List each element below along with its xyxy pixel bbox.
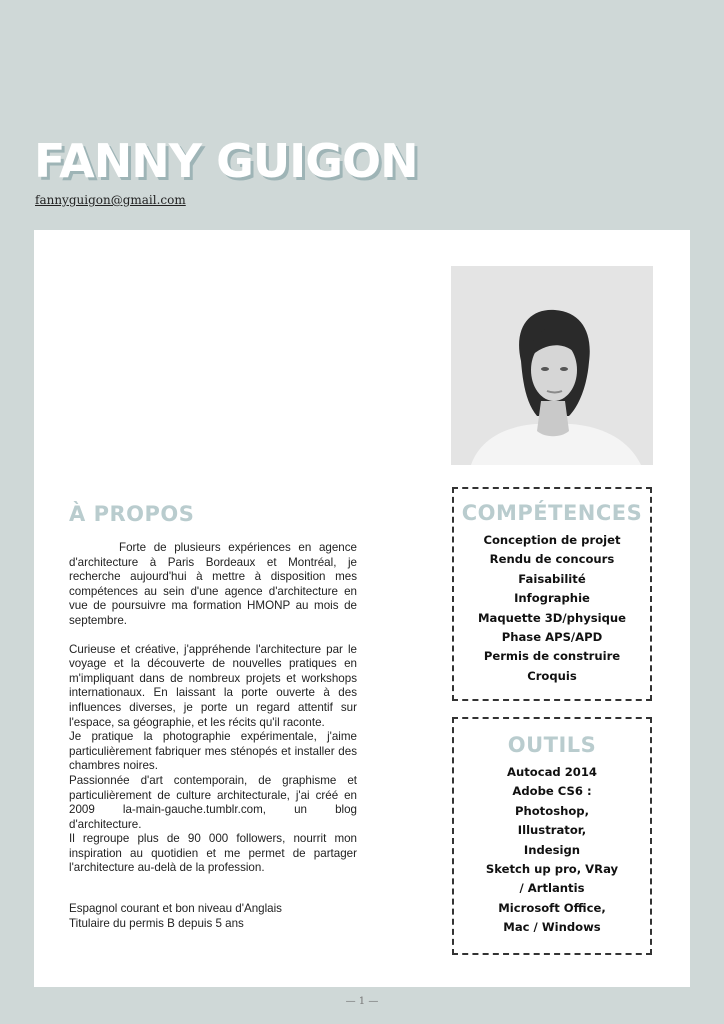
skills-box xyxy=(452,487,652,701)
about-text xyxy=(69,541,357,931)
tool-item: Indesign xyxy=(523,842,581,857)
skill-item: Phase APS/APD xyxy=(501,630,603,645)
tool-item: Illustrator, xyxy=(517,823,587,838)
tool-item: Microsoft Office, xyxy=(498,900,606,915)
skill-item: Permis de construire xyxy=(483,649,621,664)
tool-item: Photoshop, xyxy=(514,803,590,818)
skills-list xyxy=(454,531,650,686)
portrait-photo xyxy=(451,266,653,465)
about-paragraph: Je pratique la photographie expérimentale, j'aime particulièrement fabriquer mes sténopés et installer des chambres noires. xyxy=(69,730,357,773)
about-paragraph: Passionnée d'art contemporain, de graphisme et particulièrement de culture architecturale, j'ai créé en 2009 la-main-gauche.tumblr.com, un blog d'architecture. xyxy=(69,773,357,831)
license-line: Titulaire du permis B depuis 5 ans xyxy=(69,916,244,930)
tool-item: / Artlantis xyxy=(519,881,585,896)
skills-heading: COMPÉTENCES xyxy=(461,501,643,525)
about-paragraph: Curieuse et créative, j'appréhende l'architecture par le voyage et la découverte de nouvelles pratiques en m'impliquant dans de nombreux projets et workshops internationaux. En laissant la porte ouverte à des influences diverses, je porte un regard attentif sur l'espace, sa géographie, et les récits qu'il raconte. xyxy=(69,642,357,729)
skill-item: Conception de projet xyxy=(483,533,621,547)
language-line: Espagnol courant et bon niveau d'Anglais xyxy=(69,902,282,916)
skill-item: Faisabilité xyxy=(518,571,586,586)
about-paragraph: Il regroupe plus de 90 000 followers, nourrit mon inspiration au quotidien et me permet de partager l'architecture au-delà de la profession. xyxy=(69,832,357,875)
page-number: — 1 — xyxy=(345,996,379,1007)
about-paragraph: Forte de plusieurs expériences en agence d'architecture à Paris Bordeaux et Montréal, je recherche aujourd'hui à mettre à disposition mes compétences au sein d'une agence d'architecture en vue de poursuivre ma formation HMONP au mois de septembre. xyxy=(69,541,357,627)
about-heading: À PROPOS xyxy=(69,502,195,526)
tools-box xyxy=(452,717,652,955)
tools-list xyxy=(454,763,650,938)
skill-item: Rendu de concours xyxy=(489,552,615,567)
cv-sheet xyxy=(34,230,690,987)
tools-heading: OUTILS xyxy=(507,733,597,757)
email-link[interactable]: fannyguigon@gmail.com xyxy=(35,193,186,207)
tool-item: Adobe CS6 : xyxy=(512,784,592,799)
cv-name: FANNY GUIGON xyxy=(34,134,418,188)
skill-item: Croquis xyxy=(527,668,577,683)
tool-item: Mac / Windows xyxy=(503,920,601,935)
skill-item: Maquette 3D/physique xyxy=(477,610,627,625)
skill-item: Infographie xyxy=(514,591,590,606)
tool-item: Sketch up pro, VRay xyxy=(485,862,619,877)
tool-item: Autocad 2014 xyxy=(506,765,598,779)
